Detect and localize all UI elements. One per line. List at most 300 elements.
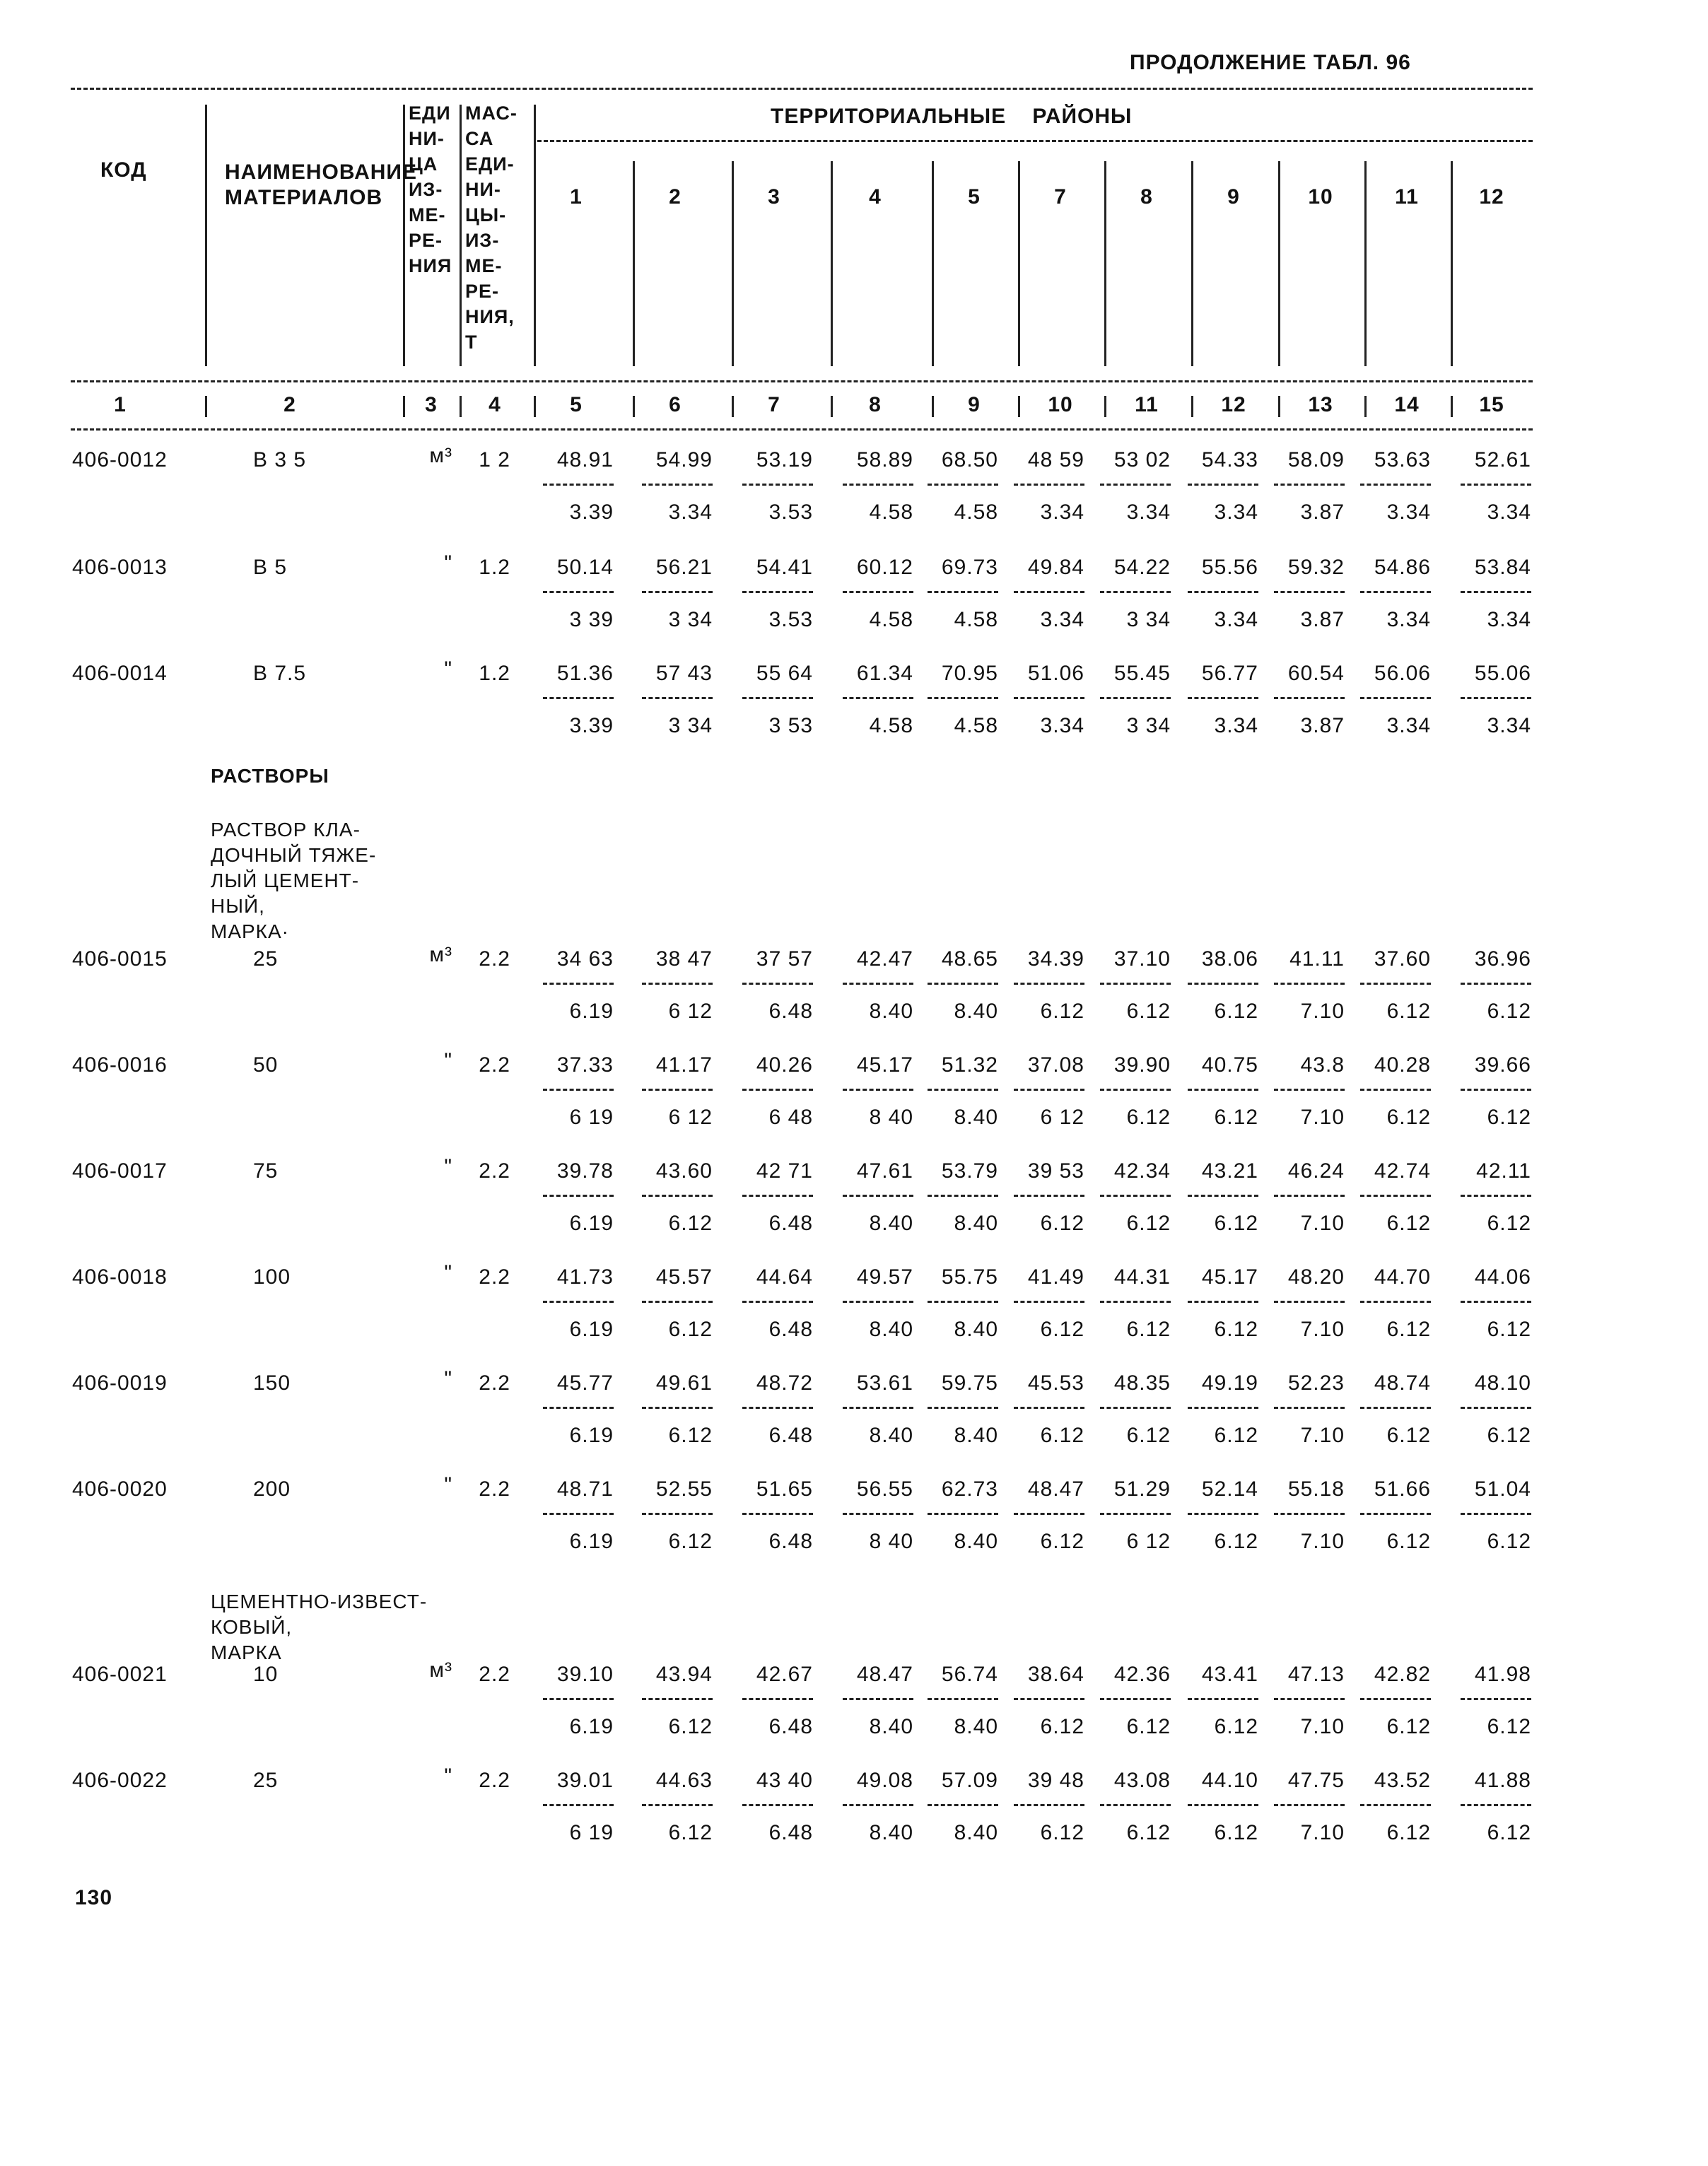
price-value: 45.17 bbox=[856, 1053, 913, 1077]
district-number: 9 bbox=[1227, 185, 1240, 209]
price-value: 44.31 bbox=[1113, 1265, 1171, 1289]
fraction-rule bbox=[1360, 1195, 1431, 1197]
price-value: 61.34 bbox=[856, 662, 913, 685]
price-value: 69.73 bbox=[941, 556, 998, 579]
price-value: 50.14 bbox=[556, 556, 614, 579]
fraction-rule bbox=[1100, 484, 1171, 486]
column-number-divider bbox=[1191, 396, 1193, 417]
price-value: 52.55 bbox=[655, 1477, 713, 1501]
column-number-divider bbox=[1104, 396, 1106, 417]
district-number: 1 bbox=[570, 185, 583, 209]
price-value: 34 63 bbox=[556, 947, 614, 971]
column-number-divider bbox=[1018, 396, 1020, 417]
price-value: 42.34 bbox=[1113, 1159, 1171, 1183]
district-divider bbox=[831, 161, 833, 366]
fraction-rule bbox=[928, 1195, 998, 1197]
transport-value: 6.12 bbox=[1386, 1106, 1431, 1129]
price-value: 46.24 bbox=[1287, 1159, 1345, 1183]
fraction-rule bbox=[1461, 1301, 1531, 1303]
header-territorial: ТЕРРИТОРИАЛЬНЫЕ РАЙОНЫ bbox=[771, 105, 1133, 128]
fraction-rule bbox=[843, 1513, 913, 1515]
transport-value: 6.12 bbox=[1386, 1318, 1431, 1341]
price-value: 54.41 bbox=[756, 556, 813, 579]
price-value: 42 71 bbox=[756, 1159, 813, 1183]
transport-value: 6.19 bbox=[569, 1318, 614, 1341]
price-value: 45.53 bbox=[1027, 1371, 1084, 1395]
row-mass: 2.2 bbox=[479, 1663, 510, 1686]
transport-value: 3 34 bbox=[668, 608, 713, 631]
transport-value: 3.34 bbox=[1040, 608, 1084, 631]
fraction-rule bbox=[1360, 1407, 1431, 1409]
transport-value: 6.48 bbox=[768, 1530, 813, 1553]
price-value: 39.78 bbox=[556, 1159, 614, 1183]
row-code: 406-0017 bbox=[72, 1159, 168, 1183]
transport-value: 7.10 bbox=[1300, 1212, 1345, 1235]
fraction-rule bbox=[543, 1513, 614, 1515]
transport-value: 8.40 bbox=[869, 1318, 913, 1341]
transport-value: 6.12 bbox=[1386, 1424, 1431, 1447]
row-name: 25 bbox=[253, 1769, 279, 1792]
transport-value: 6.48 bbox=[768, 1000, 813, 1023]
fraction-rule bbox=[843, 1407, 913, 1409]
row-unit: м³ bbox=[429, 1658, 452, 1682]
fraction-rule bbox=[1014, 484, 1084, 486]
price-value: 44.63 bbox=[655, 1769, 713, 1792]
fraction-rule bbox=[1461, 983, 1531, 985]
fraction-rule bbox=[1188, 1089, 1258, 1091]
transport-value: 3.87 bbox=[1300, 500, 1345, 524]
transport-value: 6.12 bbox=[1126, 1212, 1171, 1235]
fraction-rule bbox=[1100, 1407, 1171, 1409]
transport-value: 6.12 bbox=[1386, 1821, 1431, 1844]
price-value: 45.57 bbox=[655, 1265, 713, 1289]
fraction-rule bbox=[1014, 1513, 1084, 1515]
transport-value: 8.40 bbox=[869, 1715, 913, 1738]
transport-value: 8.40 bbox=[954, 1530, 998, 1553]
page-number: 130 bbox=[75, 1886, 113, 1909]
fraction-rule bbox=[928, 1089, 998, 1091]
fraction-rule bbox=[742, 1407, 813, 1409]
transport-value: 8.40 bbox=[954, 1318, 998, 1341]
price-value: 47.13 bbox=[1287, 1663, 1345, 1686]
price-value: 47.61 bbox=[856, 1159, 913, 1183]
colnum-bottom-rule bbox=[71, 428, 1533, 431]
fraction-rule bbox=[742, 1301, 813, 1303]
fraction-rule bbox=[1274, 484, 1345, 486]
transport-value: 3 34 bbox=[668, 714, 713, 737]
fraction-rule bbox=[1274, 1698, 1345, 1700]
row-name: 150 bbox=[253, 1371, 291, 1395]
header-divider bbox=[460, 105, 462, 366]
fraction-rule bbox=[1014, 983, 1084, 985]
row-mass: 2.2 bbox=[479, 1371, 510, 1395]
fraction-rule bbox=[1461, 484, 1531, 486]
transport-value: 8.40 bbox=[869, 1821, 913, 1844]
fraction-rule bbox=[1360, 697, 1431, 699]
price-value: 51.29 bbox=[1113, 1477, 1171, 1501]
transport-value: 3.39 bbox=[569, 714, 614, 737]
district-divider bbox=[1278, 161, 1280, 366]
price-value: 49.61 bbox=[655, 1371, 713, 1395]
price-value: 37.60 bbox=[1374, 947, 1431, 971]
transport-value: 3.87 bbox=[1300, 714, 1345, 737]
price-value: 42.74 bbox=[1374, 1159, 1431, 1183]
header-bottom-rule bbox=[71, 380, 1533, 382]
row-unit: " bbox=[444, 1261, 452, 1284]
transport-value: 3.53 bbox=[768, 500, 813, 524]
price-value: 44.10 bbox=[1201, 1769, 1258, 1792]
column-number: 5 bbox=[570, 393, 583, 416]
price-value: 36.96 bbox=[1474, 947, 1531, 971]
price-value: 48.47 bbox=[856, 1663, 913, 1686]
row-mass: 2.2 bbox=[479, 1053, 510, 1077]
transport-value: 4.58 bbox=[869, 714, 913, 737]
transport-value: 6.12 bbox=[1040, 1821, 1084, 1844]
row-code: 406-0020 bbox=[72, 1477, 168, 1501]
transport-value: 6 12 bbox=[1040, 1106, 1084, 1129]
fraction-rule bbox=[642, 983, 713, 985]
price-value: 37.33 bbox=[556, 1053, 614, 1077]
district-number: 8 bbox=[1140, 185, 1153, 209]
price-value: 48.72 bbox=[756, 1371, 813, 1395]
transport-value: 4.58 bbox=[869, 500, 913, 524]
price-value: 34.39 bbox=[1027, 947, 1084, 971]
row-unit: " bbox=[444, 1367, 452, 1391]
column-number-divider bbox=[633, 396, 635, 417]
price-value: 56.77 bbox=[1201, 662, 1258, 685]
price-value: 44.06 bbox=[1474, 1265, 1531, 1289]
price-value: 38.64 bbox=[1027, 1663, 1084, 1686]
fraction-rule bbox=[1461, 1698, 1531, 1700]
row-mass: 2.2 bbox=[479, 1769, 510, 1792]
fraction-rule bbox=[928, 1513, 998, 1515]
price-value: 56.74 bbox=[941, 1663, 998, 1686]
column-number-divider bbox=[1451, 396, 1453, 417]
row-name: 200 bbox=[253, 1477, 291, 1501]
row-code: 406-0018 bbox=[72, 1265, 168, 1289]
column-number: 14 bbox=[1394, 393, 1420, 416]
price-value: 52.61 bbox=[1474, 448, 1531, 472]
transport-value: 6.19 bbox=[569, 1000, 614, 1023]
price-value: 48.65 bbox=[941, 947, 998, 971]
price-value: 37.08 bbox=[1027, 1053, 1084, 1077]
price-value: 44.64 bbox=[756, 1265, 813, 1289]
transport-value: 3.34 bbox=[1040, 714, 1084, 737]
price-value: 54.33 bbox=[1201, 448, 1258, 472]
price-value: 43.21 bbox=[1201, 1159, 1258, 1183]
transport-value: 3.39 bbox=[569, 500, 614, 524]
row-mass: 2.2 bbox=[479, 1477, 510, 1501]
transport-value: 6.12 bbox=[1214, 1821, 1258, 1844]
column-number: 12 bbox=[1221, 393, 1246, 416]
transport-value: 6.12 bbox=[1040, 1715, 1084, 1738]
district-divider bbox=[633, 161, 635, 366]
transport-value: 6.12 bbox=[668, 1212, 713, 1235]
column-number: 8 bbox=[869, 393, 882, 416]
price-value: 42.47 bbox=[856, 947, 913, 971]
price-value: 43.52 bbox=[1374, 1769, 1431, 1792]
section-masonry-desc: РАСТВОР КЛА- ДОЧНЫЙ ТЯЖЕ- ЛЫЙ ЦЕМЕНТ- НЫЙ, МАРКА· bbox=[211, 819, 377, 942]
column-number-divider bbox=[831, 396, 833, 417]
fraction-rule bbox=[1360, 1301, 1431, 1303]
row-unit: " bbox=[444, 1049, 452, 1072]
transport-value: 3.34 bbox=[1040, 500, 1084, 524]
transport-value: 6.12 bbox=[1386, 1715, 1431, 1738]
transport-value: 6.12 bbox=[1487, 1530, 1531, 1553]
district-divider bbox=[1018, 161, 1020, 366]
fraction-rule bbox=[1274, 591, 1345, 593]
row-mass: 1.2 bbox=[479, 556, 510, 579]
transport-value: 7.10 bbox=[1300, 1821, 1345, 1844]
row-name: 10 bbox=[253, 1663, 279, 1686]
fraction-rule bbox=[1100, 1698, 1171, 1700]
price-value: 51.06 bbox=[1027, 662, 1084, 685]
fraction-rule bbox=[543, 591, 614, 593]
fraction-rule bbox=[1274, 697, 1345, 699]
fraction-rule bbox=[642, 1513, 713, 1515]
transport-value: 3.34 bbox=[1386, 608, 1431, 631]
price-value: 39 48 bbox=[1027, 1769, 1084, 1792]
column-number: 9 bbox=[968, 393, 981, 416]
header-top-rule bbox=[71, 88, 1533, 90]
fraction-rule bbox=[1100, 591, 1171, 593]
fraction-rule bbox=[642, 1698, 713, 1700]
fraction-rule bbox=[1274, 983, 1345, 985]
fraction-rule bbox=[1100, 1195, 1171, 1197]
fraction-rule bbox=[742, 1804, 813, 1806]
transport-value: 6.12 bbox=[1214, 1424, 1258, 1447]
fraction-rule bbox=[1014, 1407, 1084, 1409]
column-number: 13 bbox=[1308, 393, 1333, 416]
transport-value: 4.58 bbox=[954, 500, 998, 524]
transport-value: 8.40 bbox=[954, 1106, 998, 1129]
fraction-rule bbox=[742, 983, 813, 985]
row-name: В 7.5 bbox=[253, 662, 307, 685]
fraction-rule bbox=[742, 697, 813, 699]
row-code: 406-0012 bbox=[72, 448, 168, 472]
transport-value: 6.19 bbox=[569, 1715, 614, 1738]
column-number-divider bbox=[460, 396, 462, 417]
fraction-rule bbox=[1100, 1804, 1171, 1806]
fraction-rule bbox=[928, 1407, 998, 1409]
row-code: 406-0022 bbox=[72, 1769, 168, 1792]
price-value: 38 47 bbox=[655, 947, 713, 971]
fraction-rule bbox=[1360, 1513, 1431, 1515]
transport-value: 6.48 bbox=[768, 1715, 813, 1738]
fraction-rule bbox=[543, 1698, 614, 1700]
fraction-rule bbox=[543, 983, 614, 985]
price-value: 43.94 bbox=[655, 1663, 713, 1686]
price-value: 55.06 bbox=[1474, 662, 1531, 685]
fraction-rule bbox=[1188, 484, 1258, 486]
transport-value: 6.12 bbox=[1126, 1106, 1171, 1129]
row-name: 100 bbox=[253, 1265, 291, 1289]
fraction-rule bbox=[742, 1513, 813, 1515]
transport-value: 3.34 bbox=[1386, 714, 1431, 737]
column-number-divider bbox=[1364, 396, 1367, 417]
price-value: 40.75 bbox=[1201, 1053, 1258, 1077]
fraction-rule bbox=[928, 1301, 998, 1303]
price-value: 51.66 bbox=[1374, 1477, 1431, 1501]
transport-value: 8.40 bbox=[869, 1212, 913, 1235]
fraction-rule bbox=[1274, 1407, 1345, 1409]
transport-value: 6.12 bbox=[1487, 1000, 1531, 1023]
fraction-rule bbox=[543, 1301, 614, 1303]
fraction-rule bbox=[1188, 1195, 1258, 1197]
header-mass: МАС- СА ЕДИ- НИ- ЦЫ- ИЗ- МЕ- РЕ- НИЯ, Т bbox=[465, 103, 517, 353]
header-divider bbox=[403, 105, 405, 366]
price-value: 68.50 bbox=[941, 448, 998, 472]
fraction-rule bbox=[742, 484, 813, 486]
fraction-rule bbox=[1014, 1195, 1084, 1197]
fraction-rule bbox=[1014, 1301, 1084, 1303]
transport-value: 8.40 bbox=[954, 1424, 998, 1447]
fraction-rule bbox=[543, 1407, 614, 1409]
price-value: 52.14 bbox=[1201, 1477, 1258, 1501]
transport-value: 3.34 bbox=[1214, 500, 1258, 524]
district-number: 3 bbox=[768, 185, 780, 209]
price-value: 41.73 bbox=[556, 1265, 614, 1289]
transport-value: 3 34 bbox=[1126, 608, 1171, 631]
price-value: 51.32 bbox=[941, 1053, 998, 1077]
price-value: 38.06 bbox=[1201, 947, 1258, 971]
fraction-rule bbox=[742, 1195, 813, 1197]
fraction-rule bbox=[543, 1804, 614, 1806]
price-value: 56.06 bbox=[1374, 662, 1431, 685]
header-code: КОД bbox=[100, 158, 147, 182]
transport-value: 8.40 bbox=[954, 1212, 998, 1235]
row-unit: м³ bbox=[429, 943, 452, 966]
fraction-rule bbox=[1360, 983, 1431, 985]
price-value: 45.17 bbox=[1201, 1265, 1258, 1289]
row-name: В 3 5 bbox=[253, 448, 307, 472]
column-number-divider bbox=[534, 396, 536, 417]
fraction-rule bbox=[1100, 1089, 1171, 1091]
row-mass: 2.2 bbox=[479, 1159, 510, 1183]
fraction-rule bbox=[1188, 697, 1258, 699]
transport-value: 3.53 bbox=[768, 608, 813, 631]
price-value: 59.32 bbox=[1287, 556, 1345, 579]
price-value: 70.95 bbox=[941, 662, 998, 685]
fraction-rule bbox=[928, 484, 998, 486]
fraction-rule bbox=[843, 1698, 913, 1700]
price-value: 53.84 bbox=[1474, 556, 1531, 579]
fraction-rule bbox=[1188, 983, 1258, 985]
transport-value: 3.34 bbox=[1487, 714, 1531, 737]
fraction-rule bbox=[1188, 1804, 1258, 1806]
fraction-rule bbox=[543, 1089, 614, 1091]
district-number: 12 bbox=[1479, 185, 1504, 209]
column-number: 10 bbox=[1048, 393, 1073, 416]
transport-value: 6.12 bbox=[668, 1715, 713, 1738]
column-number: 2 bbox=[283, 393, 296, 416]
transport-value: 4.58 bbox=[954, 608, 998, 631]
price-value: 60.12 bbox=[856, 556, 913, 579]
price-value: 39.90 bbox=[1113, 1053, 1171, 1077]
fraction-rule bbox=[543, 1195, 614, 1197]
transport-value: 6.12 bbox=[1040, 1318, 1084, 1341]
district-number: 4 bbox=[869, 185, 882, 209]
fraction-rule bbox=[928, 697, 998, 699]
district-number: 11 bbox=[1395, 185, 1419, 209]
price-value: 57.09 bbox=[941, 1769, 998, 1792]
fraction-rule bbox=[1100, 1513, 1171, 1515]
transport-value: 7.10 bbox=[1300, 1530, 1345, 1553]
fraction-rule bbox=[1100, 697, 1171, 699]
price-value: 41.49 bbox=[1027, 1265, 1084, 1289]
fraction-rule bbox=[1188, 1407, 1258, 1409]
row-name: 25 bbox=[253, 947, 279, 971]
price-value: 55 64 bbox=[756, 662, 813, 685]
price-value: 41.88 bbox=[1474, 1769, 1531, 1792]
price-value: 48.35 bbox=[1113, 1371, 1171, 1395]
price-value: 55.56 bbox=[1201, 556, 1258, 579]
fraction-rule bbox=[742, 1089, 813, 1091]
fraction-rule bbox=[843, 697, 913, 699]
price-value: 43.41 bbox=[1201, 1663, 1258, 1686]
fraction-rule bbox=[843, 1804, 913, 1806]
transport-value: 6.12 bbox=[1040, 1000, 1084, 1023]
continuation-title: ПРОДОЛЖЕНИЕ ТАБЛ. 96 bbox=[1130, 51, 1411, 74]
price-value: 57 43 bbox=[655, 662, 713, 685]
fraction-rule bbox=[1360, 1804, 1431, 1806]
column-number-divider bbox=[1278, 396, 1280, 417]
fraction-rule bbox=[1461, 1089, 1531, 1091]
price-value: 60.54 bbox=[1287, 662, 1345, 685]
section-lime-desc: ЦЕМЕНТНО-ИЗВЕСТ- КОВЫЙ, МАРКА bbox=[211, 1591, 428, 1663]
transport-value: 6.12 bbox=[1386, 1212, 1431, 1235]
transport-value: 6.12 bbox=[1126, 1318, 1171, 1341]
fraction-rule bbox=[642, 1804, 713, 1806]
row-code: 406-0013 bbox=[72, 556, 168, 579]
price-value: 56.21 bbox=[655, 556, 713, 579]
price-value: 41.98 bbox=[1474, 1663, 1531, 1686]
price-value: 42.67 bbox=[756, 1663, 813, 1686]
district-divider bbox=[1451, 161, 1453, 366]
price-value: 48.20 bbox=[1287, 1265, 1345, 1289]
transport-value: 6.48 bbox=[768, 1424, 813, 1447]
fraction-rule bbox=[543, 697, 614, 699]
district-number: 5 bbox=[968, 185, 981, 209]
transport-value: 6.19 bbox=[569, 1424, 614, 1447]
price-value: 42.36 bbox=[1113, 1663, 1171, 1686]
transport-value: 3.34 bbox=[1214, 714, 1258, 737]
row-unit: м³ bbox=[429, 444, 452, 467]
price-value: 52.23 bbox=[1287, 1371, 1345, 1395]
district-divider bbox=[1191, 161, 1193, 366]
price-value: 55.45 bbox=[1113, 662, 1171, 685]
fraction-rule bbox=[1014, 697, 1084, 699]
transport-value: 6 19 bbox=[569, 1821, 614, 1844]
price-value: 39.66 bbox=[1474, 1053, 1531, 1077]
fraction-rule bbox=[642, 1301, 713, 1303]
header-name: НАИМЕНОВАНИЕ МАТЕРИАЛОВ bbox=[225, 160, 417, 209]
fraction-rule bbox=[1014, 1089, 1084, 1091]
transport-value: 6.48 bbox=[768, 1212, 813, 1235]
row-mass: 1.2 bbox=[479, 662, 510, 685]
price-value: 48.91 bbox=[556, 448, 614, 472]
transport-value: 6.12 bbox=[1386, 1000, 1431, 1023]
price-value: 37 57 bbox=[756, 947, 813, 971]
fraction-rule bbox=[642, 484, 713, 486]
price-value: 51.65 bbox=[756, 1477, 813, 1501]
column-number-divider bbox=[403, 396, 405, 417]
transport-value: 3.87 bbox=[1300, 608, 1345, 631]
column-number: 11 bbox=[1135, 393, 1159, 416]
price-value: 41.11 bbox=[1289, 947, 1345, 971]
transport-value: 4.58 bbox=[869, 608, 913, 631]
transport-value: 3.34 bbox=[1487, 500, 1531, 524]
